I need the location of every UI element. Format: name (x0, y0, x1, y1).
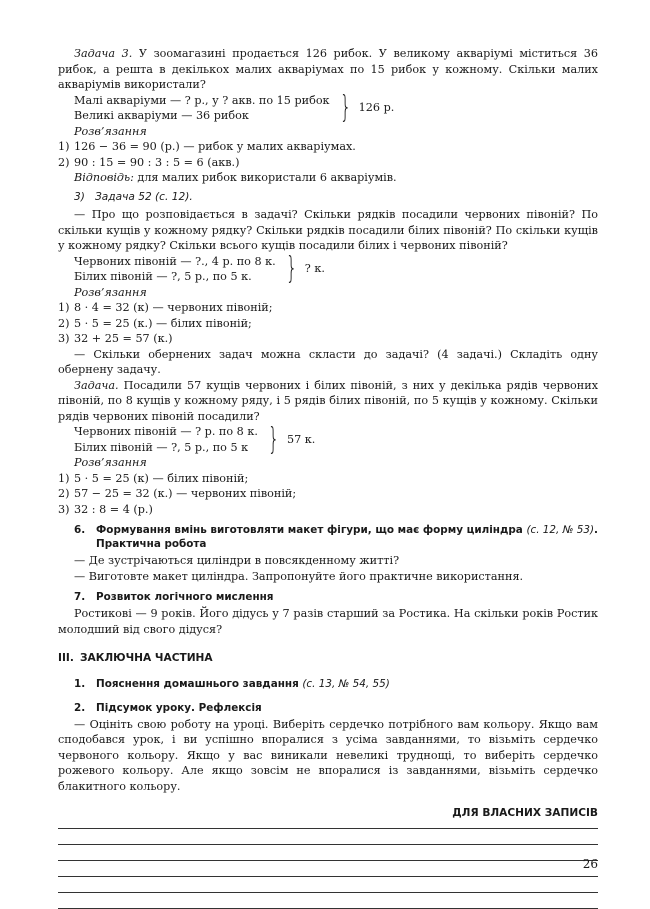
inverse-text: Посадили 57 кущів червоних і білих півоній, з них у декілька рядів червоних півоній, по 8 кущів у кожному ряду, і 5 рядів білих півоній, по 5 кущів у кожному. Скільки рядів червоних півоній посадили? (58, 378, 598, 423)
brief-line: Великі акваріуми — 36 рибок (74, 109, 249, 122)
item1-heading (58, 677, 598, 691)
inverse-brief (74, 421, 598, 457)
inverse-question: — Скільки обернених задач можна скласти до задачі? (4 задачі.) Складіть одну обернену задачу. (58, 347, 598, 376)
section-title (96, 677, 390, 691)
step-text: 32 + 25 = 57 (к.) (74, 332, 173, 345)
brace-icon: } (267, 421, 280, 457)
section-title: Розвиток логічного мислення (96, 591, 274, 603)
answer-text: для малих рибок використали 6 акваріумів. (133, 171, 397, 184)
brief-total: 57 к. (287, 432, 316, 446)
solution-step (58, 502, 598, 518)
step-number: 1) (58, 301, 70, 314)
step-number: 2) (58, 487, 70, 500)
solution-label: Розв’язання (74, 124, 147, 138)
solution-step (58, 155, 598, 171)
note-line (58, 860, 598, 861)
brief-total: ? к. (304, 262, 325, 276)
step-text: 5 · 5 = 25 (к.) — білих півоній; (74, 316, 252, 330)
answer-label: Відповідь: (74, 171, 134, 184)
part3-heading (58, 651, 598, 667)
step-text: 8 · 4 = 32 (к) — червоних півоній; (74, 301, 273, 314)
step-number: 3) (58, 502, 70, 516)
inverse-statement (58, 378, 598, 425)
section-number: 1. (74, 677, 86, 690)
notes-title: ДЛЯ ВЛАСНИХ ЗАПИСІВ (452, 807, 598, 819)
section-number: 6. (74, 524, 86, 536)
section-title-text: Пояснення домашнього завдання (96, 677, 303, 690)
task3-label: Задача 3. (74, 47, 133, 60)
step-text: 5 · 5 = 25 (к) — білих півоній; (74, 471, 249, 485)
section-title-text: Формування вмінь виготовляти макет фігури, що має форму циліндра (96, 524, 527, 536)
note-line (58, 844, 598, 845)
brace-icon: } (339, 90, 351, 125)
section7-heading (58, 590, 598, 604)
task3-text: У зоомагазині продається 126 рибок. У великому акваріумі міститься 36 рибок, а решта в декількох малих акваріумах по 15 рибок у кожному. Скільки малих акваріумів використали? (58, 47, 598, 91)
part-title: ЗАКЛЮЧНА ЧАСТИНА (80, 652, 213, 664)
note-line (58, 892, 598, 893)
solution-step (58, 331, 598, 347)
task52-brief (74, 251, 598, 286)
section-title (96, 523, 598, 551)
section6-heading (58, 523, 598, 551)
solution-step (58, 300, 598, 316)
step-text: 32 : 8 = 4 (р.) (74, 502, 153, 516)
brief-line: Червоних півоній — ? р. по 8 к. (74, 425, 258, 438)
brief-line: Червоних півоній — ?., 4 р. по 8 к. (74, 254, 276, 268)
section-title: Підсумок уроку. Рефлексія (96, 701, 262, 714)
note-line (58, 828, 598, 829)
step-number: 1) (58, 471, 70, 485)
page-content (58, 46, 598, 909)
section6-line: — Виготовте макет циліндра. Запропонуйте його практичне використання. (74, 569, 524, 583)
reflection-text: — Оцініть свою роботу на уроці. Виберіть сердечко потрібного вам кольору. Якщо вам сподобався урок, і ви успішно впоралися з усіма завданнями, то візьміть сердечко червоного кольору. Якщо у вас виникали невеликі труднощі, то виберіть сердечко рожевого кольору. Але якщо зовсім не впоралися із завданнями, візьміть сердечко блакитного кольору. (58, 717, 598, 793)
section6-line: — Де зустрічаються циліндри в повсякденному житті? (74, 554, 400, 567)
task52-question: — Про що розповідається в задачі? Скільки рядків посадили червоних півоній? По скільки кущів у кожному рядку? Скільки рядків посадили білих півоній? По скільки кущів у кожному рядку? Скільки всього кущів посадили білих і червоних півоній? (58, 208, 598, 252)
task52-heading (74, 190, 598, 206)
brief-line: Білих півоній — ?, 5 р., по 5 к (74, 440, 249, 454)
section7-text: Ростикові — 9 років. Його дідусь у 7 разів старший за Ростика. На скільки років Ростик молодший від свого дідуся? (58, 607, 598, 636)
inverse-label: Задача. (74, 378, 119, 392)
step-number: 2) (58, 155, 70, 169)
brief-line: Білих півоній — ?, 5 р., по 5 к. (74, 270, 252, 283)
solution-step (58, 316, 598, 332)
section-number: 7. (74, 591, 86, 603)
task52-num: 3) (74, 190, 85, 203)
step-number: 3) (58, 332, 70, 345)
note-line (58, 908, 598, 909)
step-number: 1) (58, 140, 70, 153)
step-text: 126 − 36 = 90 (р.) — рибок у малих акваріумах. (74, 140, 356, 153)
solution-step (58, 471, 598, 487)
step-number: 2) (58, 316, 70, 330)
item2-heading (58, 701, 598, 715)
note-line (58, 876, 598, 877)
task52-title: Задача 52 (с. 12). (94, 190, 193, 203)
solution-label: Розв’язання (74, 456, 147, 469)
step-text: 57 − 25 = 32 (к.) — червоних півоній; (74, 487, 297, 500)
brief-total: 126 р. (358, 101, 395, 115)
solution-step (58, 139, 598, 155)
part-number: III. (58, 652, 74, 664)
step-text: 90 : 15 = 90 : 3 : 5 = 6 (акв.) (74, 155, 240, 169)
task3-answer (74, 170, 598, 186)
task3-brief (74, 90, 598, 125)
page-number: 26 (582, 857, 598, 871)
notes-lines (58, 828, 598, 909)
task3-statement (58, 46, 598, 93)
solution-step (58, 486, 598, 502)
brace-icon: } (285, 251, 297, 286)
section-number: 2. (74, 701, 86, 714)
brief-line: Малі акваріуми — ? р., у ? акв. по 15 рибок (74, 93, 330, 107)
section-cite: (с. 13, № 54, 55) (302, 677, 390, 690)
solution-label: Розв’язання (74, 285, 147, 299)
section-title-end: . Практична робота (96, 524, 598, 550)
section-cite: (с. 12, № 53) (526, 524, 595, 536)
